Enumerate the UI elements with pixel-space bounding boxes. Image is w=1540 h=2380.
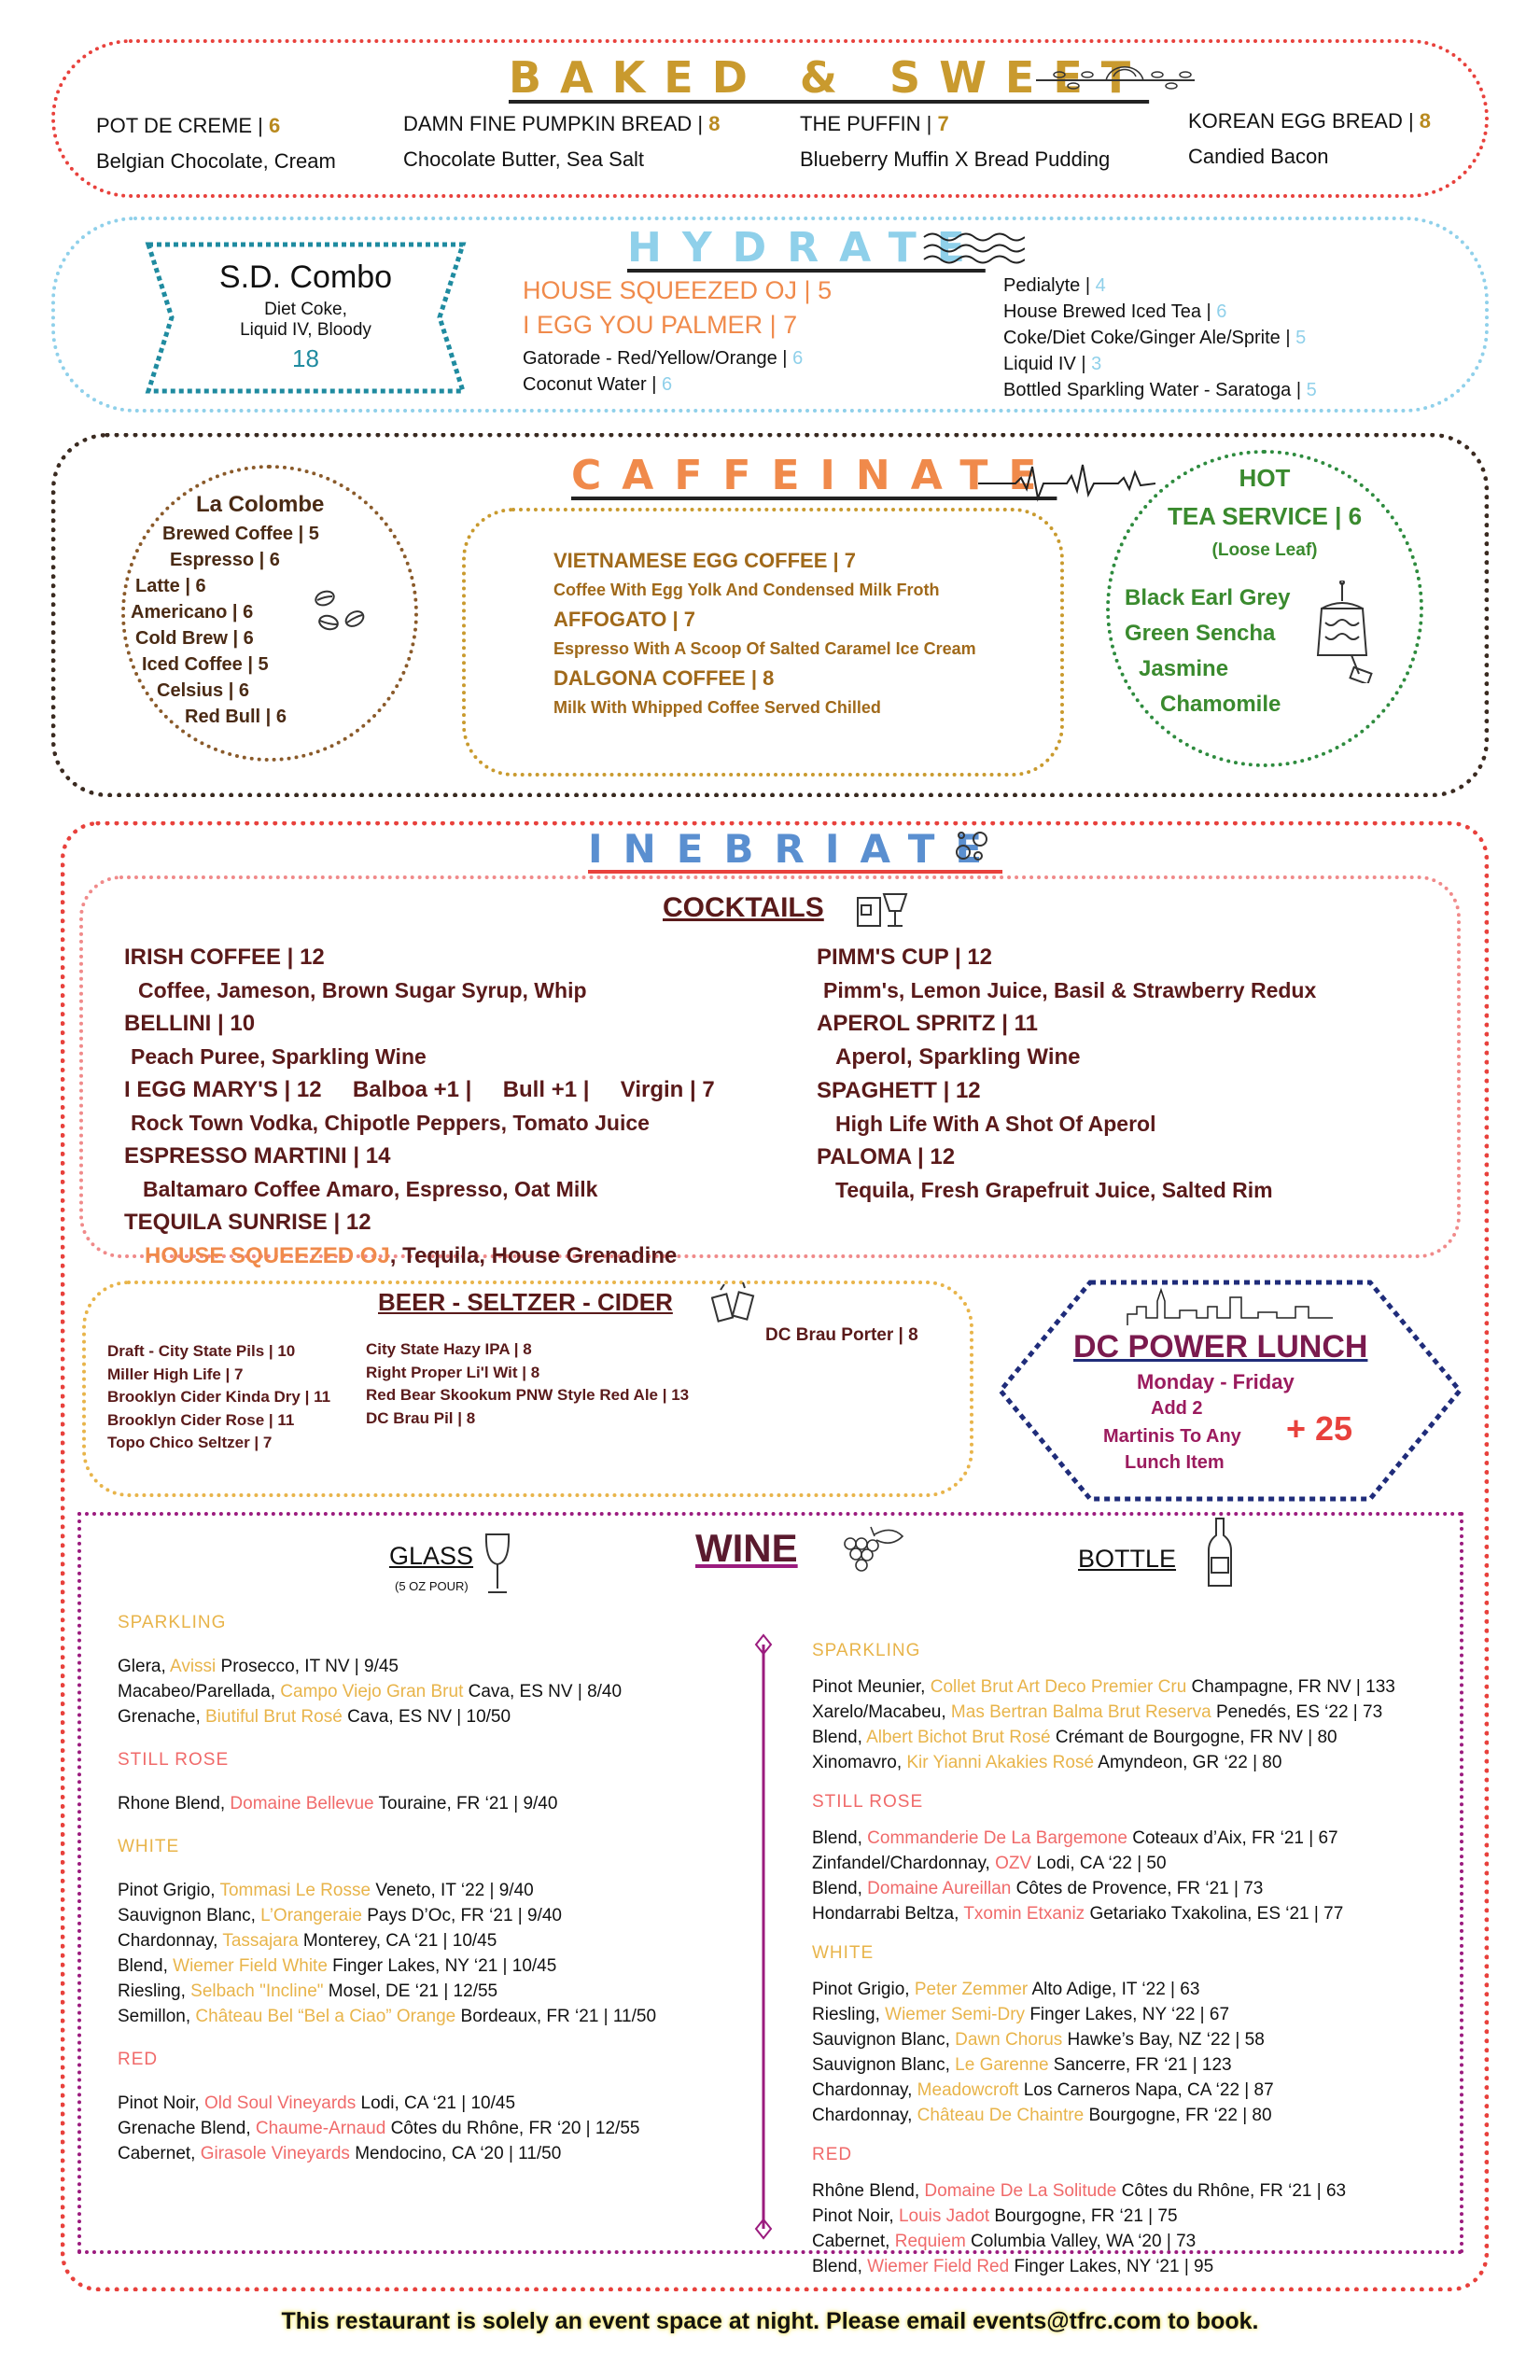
wine-producer: Peter Zemmer xyxy=(914,1980,1029,1999)
wine-varietal: Blend, xyxy=(812,2257,868,2276)
wine-producer: Tassajara xyxy=(222,1931,299,1951)
special-name: VIETNAMESE EGG COFFEE | 7 xyxy=(553,549,856,572)
wine-region-price: Côtes du Rhône, FR ‘20 | 12/55 xyxy=(385,2119,640,2138)
wine-producer: Kir Yianni Akakies Rosé xyxy=(906,1753,1095,1772)
item-name: KOREAN EGG BREAD xyxy=(1188,109,1403,133)
list-item: Coke/Diet Coke/Ginger Ale/Sprite | 5 xyxy=(1003,328,1307,348)
wine-varietal: Grenache, xyxy=(118,1707,205,1727)
cocktail-name: BELLINI | 10 xyxy=(124,1011,256,1036)
wine-varietal: Pinot Meunier, xyxy=(812,1677,931,1697)
wine-varietal: Chardonnay, xyxy=(812,2106,917,2125)
cocktail-desc: Rock Town Vodka, Chipotle Peppers, Tomato Juice xyxy=(131,1111,650,1135)
wine-varietal: Pinot Noir, xyxy=(118,2093,204,2113)
wine-producer: Domaine De La Solitude xyxy=(924,2181,1117,2201)
waves-icon xyxy=(922,230,1025,269)
wine-category: RED xyxy=(812,2145,853,2164)
cocktail-glasses-icon xyxy=(854,885,910,931)
special-name: AFFOGATO | 7 xyxy=(553,608,696,631)
wine-varietal: Rhone Blend, xyxy=(118,1794,231,1813)
baked-item-4: KOREAN EGG BREAD | 8 Candied Bacon xyxy=(1188,109,1432,168)
wine-row xyxy=(118,2116,656,2141)
wine-row xyxy=(118,1654,656,1679)
wine-region-price: Mosel, DE ‘21 | 12/55 xyxy=(323,1981,498,2001)
wine-category: SPARKLING xyxy=(812,1641,921,1660)
wine-row xyxy=(118,1679,656,1704)
wine-producer: Wiemer Semi-Dry xyxy=(885,2005,1026,2024)
cocktail-name: TEQUILA SUNRISE | 12 xyxy=(124,1210,371,1235)
wine-row xyxy=(812,1876,1395,1901)
combo-line-1: Diet Coke, xyxy=(264,300,347,319)
wine-row xyxy=(812,2002,1395,2027)
wine-row xyxy=(812,2229,1395,2254)
wine-varietal: Glera, xyxy=(118,1657,170,1676)
item-name: POT DE CREME xyxy=(96,114,253,137)
list-item: Bottled Sparkling Water - Saratoga | 5 xyxy=(1003,380,1317,400)
wine-producer: Château De Chaintre xyxy=(917,2106,1085,2125)
wine-category: STILL ROSE xyxy=(118,1750,230,1770)
wine-producer: Albert Bichot Brut Rosé xyxy=(866,1728,1051,1747)
colombe-list xyxy=(131,521,319,730)
wine-varietal: Xarelo/Macabeu, xyxy=(812,1702,951,1722)
wine-row xyxy=(812,2254,1395,2279)
tea-service: TEA SERVICE | 6 xyxy=(1167,502,1363,530)
wine-producer: Collet Brut Art Deco Premier Cru xyxy=(930,1677,1187,1697)
wine-producer: Meadowcroft xyxy=(917,2080,1019,2100)
power-lunch-price: + 25 xyxy=(1286,1409,1353,1448)
wine-row xyxy=(118,1903,656,1928)
beer-col-3: DC Brau Porter | 8 xyxy=(765,1325,918,1345)
wine-bottle-list xyxy=(812,1641,1395,2279)
item-price: 7 xyxy=(937,112,949,135)
wine-glass-note: (5 OZ POUR) xyxy=(395,1579,469,1593)
wine-region-price: Pays D’Oc, FR ‘21 | 9/40 xyxy=(361,1906,562,1925)
wine-category: SPARKLING xyxy=(118,1613,227,1632)
wine-region-price: Cava, ES NV | 8/40 xyxy=(463,1682,623,1701)
power-lunch-line-2: Add 2 xyxy=(1151,1398,1203,1419)
wine-producer: Tommasi Le Rosse xyxy=(219,1881,371,1900)
cocktail-name: PALOMA | 12 xyxy=(817,1144,956,1169)
wine-varietal: Chardonnay, xyxy=(812,2080,917,2100)
wine-row xyxy=(812,2078,1395,2103)
item-price: 8 xyxy=(1419,109,1432,133)
wine-row xyxy=(812,2027,1395,2052)
wine-producer: Old Soul Vineyards xyxy=(203,2093,357,2113)
item-desc: Blueberry Muffin X Bread Pudding xyxy=(800,147,1111,171)
wine-title: WINE xyxy=(695,1526,798,1570)
cocktail-desc-line xyxy=(145,1243,715,1269)
wine-row xyxy=(118,1704,656,1729)
wine-region-price: Bourgogne, FR ‘21 | 75 xyxy=(989,2206,1178,2226)
wine-region-price: Veneto, IT ‘22 | 9/40 xyxy=(371,1881,534,1900)
wine-region-price: Sancerre, FR ‘21 | 123 xyxy=(1048,2055,1232,2075)
wine-row xyxy=(118,1979,656,2004)
wine-region-price: Crémant de Bourgogne, FR NV | 80 xyxy=(1050,1728,1337,1747)
list-item: Espresso | 6 xyxy=(170,550,280,570)
wine-varietal: Xinomavro, xyxy=(812,1753,907,1772)
hydrate-title: HYDRATE xyxy=(627,224,986,272)
cocktail-desc: Peach Puree, Sparkling Wine xyxy=(131,1044,427,1069)
beer-mugs-icon xyxy=(711,1281,758,1325)
wine-region-price: Prosecco, IT NV | 9/45 xyxy=(216,1657,399,1676)
wine-region-price: Columbia Valley, WA ‘20 | 73 xyxy=(965,2232,1197,2251)
wine-region-price: Champagne, FR NV | 133 xyxy=(1186,1677,1395,1697)
wine-region-price: Los Carneros Napa, CA ‘22 | 87 xyxy=(1018,2080,1274,2100)
cocktail-desc: Coffee, Jameson, Brown Sugar Syrup, Whip xyxy=(138,978,587,1002)
wine-row xyxy=(812,1901,1395,1926)
wine-varietal: Semillon, xyxy=(118,2007,196,2026)
cocktail-desc: Aperol, Sparkling Wine xyxy=(835,1044,1081,1070)
cocktail-name: PIMM'S CUP | 12 xyxy=(817,945,993,970)
list-item: Red Bear Skookum PNW Style Red Ale | 13 xyxy=(366,1386,690,1404)
wine-producer: Wiemer Field Red xyxy=(867,2257,1010,2276)
wine-producer: Girasole Vineyards xyxy=(200,2144,350,2163)
wine-category: RED xyxy=(118,2050,159,2069)
cocktails-right xyxy=(817,945,1316,1203)
wine-varietal: Pinot Grigio, xyxy=(812,1980,915,1999)
wine-producer: Louis Jadot xyxy=(898,2206,990,2226)
baked-item-1: POT DE CREME | 6 Belgian Chocolate, Cream xyxy=(96,114,336,173)
coffee-beans-icon xyxy=(308,583,373,639)
cocktail-name: ESPRESSO MARTINI | 14 xyxy=(124,1143,391,1169)
wine-row xyxy=(812,1826,1395,1851)
wine-region-price: Penedés, ES ‘22 | 73 xyxy=(1211,1702,1383,1722)
item-name: DAMN FINE PUMPKIN BREAD xyxy=(403,112,693,135)
item-price: 6 xyxy=(269,114,281,137)
wine-region-price: Finger Lakes, NY ‘21 | 10/45 xyxy=(327,1956,557,1976)
wine-category: WHITE xyxy=(118,1837,180,1856)
hydrate-right-list xyxy=(1003,273,1317,403)
wine-region-price: Monterey, CA ‘21 | 10/45 xyxy=(298,1931,497,1951)
baked-sweet-title: BAKED & SWEET xyxy=(509,52,1150,103)
power-lunch-line-4: Lunch Item xyxy=(1125,1452,1225,1473)
power-lunch-title: DC POWER LUNCH xyxy=(1073,1329,1368,1365)
wine-row xyxy=(118,1928,656,1953)
wine-producer: Biutiful Brut Rosé xyxy=(205,1707,343,1727)
wine-producer: Commanderie De La Bargemone xyxy=(867,1828,1127,1848)
beer-col-1 xyxy=(107,1340,330,1455)
wine-region-price: Finger Lakes, NY ‘22 | 67 xyxy=(1025,2005,1230,2024)
wine-row xyxy=(118,2091,656,2116)
wine-region-price: Finger Lakes, NY ‘21 | 95 xyxy=(1009,2257,1214,2276)
cocktails-title: COCKTAILS xyxy=(663,892,824,923)
list-item: Pedialyte | 4 xyxy=(1003,275,1106,296)
combo-title: S.D. Combo xyxy=(218,259,393,295)
wine-producer: Requiem xyxy=(894,2232,966,2251)
special-desc: Coffee With Egg Yolk And Condensed Milk Froth xyxy=(553,581,940,599)
wine-producer: Selbach "Incline" xyxy=(190,1981,324,2001)
item-price: 8 xyxy=(708,112,721,135)
wine-region-price: Lodi, CA ‘21 | 10/45 xyxy=(356,2093,516,2113)
wine-varietal: Blend, xyxy=(812,1828,868,1848)
wine-row xyxy=(812,1851,1395,1876)
grapes-icon xyxy=(833,1519,908,1585)
wine-varietal: Cabernet, xyxy=(812,2232,895,2251)
wine-varietal: Sauvignon Blanc, xyxy=(118,1906,261,1925)
list-item: Latte | 6 xyxy=(135,576,206,596)
tea-item: Green Sencha xyxy=(1125,621,1276,646)
list-item: Gatorade - Red/Yellow/Orange | 6 xyxy=(523,348,804,369)
list-item: Brooklyn Cider Kinda Dry | 11 xyxy=(107,1388,331,1406)
tea-item: Chamomile xyxy=(1160,692,1281,717)
cocktails-left xyxy=(124,945,715,1269)
list-item: Right Proper Li'l Wit | 8 xyxy=(366,1363,540,1381)
wine-producer: Avissi xyxy=(169,1657,217,1676)
wine-producer: Château Bel “Bel a Ciao” Orange xyxy=(195,2007,456,2026)
list-item: Celsius | 6 xyxy=(157,680,249,701)
wine-region-price: Coteaux d’Aix, FR ‘21 | 67 xyxy=(1127,1828,1338,1848)
list-item: DC Brau Pil | 8 xyxy=(366,1408,476,1427)
wine-region-price: Getariako Txakolina, ES ‘21 | 77 xyxy=(1085,1904,1344,1924)
list-item: Brooklyn Cider Rose | 11 xyxy=(107,1410,295,1429)
power-lunch-line-1: Monday - Friday xyxy=(1137,1370,1295,1393)
wine-region-price: Bourgogne, FR ‘22 | 80 xyxy=(1084,2106,1272,2125)
baked-item-3: THE PUFFIN | 7 Blueberry Muffin X Bread Pudding xyxy=(800,112,1111,171)
wine-producer: Dawn Chorus xyxy=(955,2030,1063,2050)
wine-row xyxy=(118,1791,656,1816)
cocktail-desc: , Tequila, House Grenadine xyxy=(389,1243,678,1268)
list-item: Americano | 6 xyxy=(131,602,254,623)
baked-item-2: DAMN FINE PUMPKIN BREAD | 8 Chocolate Butter, Sea Salt xyxy=(403,112,721,171)
wine-region-price: Mendocino, CA ‘20 | 11/50 xyxy=(349,2144,562,2163)
wine-row xyxy=(812,1750,1395,1775)
list-item: Cold Brew | 6 xyxy=(135,628,254,649)
wine-row xyxy=(118,2141,656,2166)
wine-varietal: Rhône Blend, xyxy=(812,2181,925,2201)
item-desc: Candied Bacon xyxy=(1188,145,1329,168)
wine-row xyxy=(812,2052,1395,2078)
wine-varietal: Sauvignon Blanc, xyxy=(812,2030,956,2050)
beer-col-2 xyxy=(366,1338,689,1430)
list-item: Miller High Life | 7 xyxy=(107,1365,244,1383)
wheat-icon xyxy=(1031,58,1199,95)
wine-varietal: Blend, xyxy=(812,1879,868,1898)
wine-varietal: Pinot Noir, xyxy=(812,2206,899,2226)
cocktail-desc: Baltamaro Coffee Amaro, Espresso, Oat Milk xyxy=(143,1177,598,1201)
cocktail-name: IRISH COFFEE | 12 xyxy=(124,945,325,970)
list-item: Draft - City State Pils | 10 xyxy=(107,1342,296,1360)
wine-producer: Campo Viejo Gran Brut xyxy=(280,1682,464,1701)
combo-line-2: Liquid IV, Bloody xyxy=(240,320,371,340)
wine-region-price: Côtes du Rhône, FR ‘21 | 63 xyxy=(1116,2181,1347,2201)
wine-varietal: Sauvignon Blanc, xyxy=(812,2055,956,2075)
wine-region-price: Touraine, FR ‘21 | 9/40 xyxy=(373,1794,558,1813)
tea-item: Jasmine xyxy=(1139,656,1229,681)
cocktail-name: APEROL SPRITZ | 11 xyxy=(817,1011,1038,1036)
wine-varietal: Zinfandel/Chardonnay, xyxy=(812,1854,996,1873)
bubbles-icon xyxy=(952,826,995,863)
wine-region-price: Lodi, CA ‘22 | 50 xyxy=(1031,1854,1167,1873)
coffee-specials xyxy=(553,549,976,718)
caffeinate-title: CAFFEINATE xyxy=(571,452,1057,499)
wine-producer: L’Orangeraie xyxy=(260,1906,362,1925)
wine-varietal: Riesling, xyxy=(118,1981,191,2001)
cocktail-name: SPAGHETT | 12 xyxy=(817,1078,981,1103)
wine-bottle-icon xyxy=(1206,1517,1234,1589)
power-lunch-line-3: Martinis To Any xyxy=(1103,1426,1241,1447)
beer-title: BEER - SELTZER - CIDER xyxy=(378,1288,673,1316)
wine-category: WHITE xyxy=(812,1943,875,1963)
wine-varietal: Chardonnay, xyxy=(118,1931,223,1951)
wine-row xyxy=(812,1977,1395,2002)
special-name: DALGONA COFFEE | 8 xyxy=(553,666,775,690)
wine-varietal: Blend, xyxy=(118,1956,174,1976)
cocktail-desc: High Life With A Shot Of Aperol xyxy=(835,1112,1156,1136)
wine-producer: Domaine Bellevue xyxy=(230,1794,374,1813)
list-item: House Brewed Iced Tea | 6 xyxy=(1003,301,1227,322)
list-item: Liquid IV | 3 xyxy=(1003,354,1102,374)
special-desc: Milk With Whipped Coffee Served Chilled xyxy=(553,698,881,717)
wine-bottle-label: BOTTLE xyxy=(1078,1545,1177,1573)
wine-producer: Txomin Etxaniz xyxy=(963,1904,1085,1924)
wine-producer: Domaine Aureillan xyxy=(867,1879,1012,1898)
hydrate-highlight xyxy=(523,276,832,340)
wine-region-price: Côtes de Provence, FR ‘21 | 73 xyxy=(1011,1879,1264,1898)
cocktail-name: I EGG MARY'S | 12 Balboa +1 | Bull +1 | Virgin | 7 xyxy=(124,1077,715,1102)
combo-block xyxy=(173,259,439,373)
wine-row xyxy=(812,1674,1395,1700)
wine-region-price: Amyndeon, GR ‘22 | 80 xyxy=(1094,1753,1282,1772)
item-desc: Belgian Chocolate, Cream xyxy=(96,149,336,173)
hydrate-left-list xyxy=(523,345,803,398)
wine-varietal: Grenache Blend, xyxy=(118,2119,256,2138)
list-item: Brewed Coffee | 5 xyxy=(162,524,319,544)
wine-region-price: Hawke’s Bay, NZ ‘22 | 58 xyxy=(1062,2030,1265,2050)
cocktail-desc: Tequila, Fresh Grapefruit Juice, Salted Rim xyxy=(835,1178,1273,1202)
wine-row xyxy=(812,2204,1395,2229)
wine-region-price: Cava, ES NV | 10/50 xyxy=(342,1707,511,1727)
list-item: Red Bull | 6 xyxy=(185,707,287,727)
wine-row xyxy=(812,2178,1395,2204)
wine-category: STILL ROSE xyxy=(812,1792,924,1812)
combo-price: 18 xyxy=(292,344,319,372)
list-item: Topo Chico Seltzer | 7 xyxy=(107,1434,273,1451)
wine-row xyxy=(812,1725,1395,1750)
wine-glass-icon xyxy=(483,1531,511,1596)
wine-varietal: Riesling, xyxy=(812,2005,886,2024)
inebriate-title: INEBRIATE xyxy=(588,826,1003,872)
wine-row xyxy=(812,2103,1395,2128)
wine-varietal: Macabeo/Parellada, xyxy=(118,1682,281,1701)
wine-glass-label: GLASS xyxy=(389,1542,474,1570)
tea-item: Black Earl Grey xyxy=(1125,585,1291,610)
wine-varietal: Hondarrabi Beltza, xyxy=(812,1904,964,1924)
list-item: City State Hazy IPA | 8 xyxy=(366,1340,532,1358)
wine-row xyxy=(118,2004,656,2029)
wine-region-price: Alto Adige, IT ‘22 | 63 xyxy=(1028,1980,1200,1999)
wine-row xyxy=(118,1878,656,1903)
item-desc: Chocolate Butter, Sea Salt xyxy=(403,147,645,171)
hydrate-hl-2: I EGG YOU PALMER | 7 xyxy=(523,311,798,339)
wine-producer: Mas Bertran Balma Brut Reserva xyxy=(950,1702,1211,1722)
special-desc: Espresso With A Scoop Of Salted Caramel Ice Cream xyxy=(553,639,976,658)
tea-hot: HOT xyxy=(1239,464,1291,492)
wine-divider xyxy=(754,1633,773,2240)
wine-producer: Le Garenne xyxy=(955,2055,1049,2075)
wine-row xyxy=(812,1700,1395,1725)
item-name: THE PUFFIN xyxy=(800,112,921,135)
wine-glass-list xyxy=(118,1613,656,2166)
list-item: Coconut Water | 6 xyxy=(523,374,673,395)
wine-producer: OZV xyxy=(995,1854,1032,1873)
footer-note: This restaurant is solely an event space at night. Please email events@tfrc.com to book. xyxy=(281,2308,1259,2334)
cocktail-desc-hl: HOUSE SQUEEZED OJ xyxy=(145,1243,390,1268)
wine-varietal: Cabernet, xyxy=(118,2144,201,2163)
wine-varietal: Blend, xyxy=(812,1728,867,1747)
wine-producer: Wiemer Field White xyxy=(173,1956,328,1976)
cocktail-desc: Pimm's, Lemon Juice, Basil & Strawberry Redux xyxy=(823,978,1317,1002)
wine-producer: Chaume-Arnaud xyxy=(255,2119,386,2138)
wine-row xyxy=(118,1953,656,1979)
wine-varietal: Pinot Grigio, xyxy=(118,1881,220,1900)
tea-loose-leaf: (Loose Leaf) xyxy=(1211,540,1318,560)
list-item: Iced Coffee | 5 xyxy=(142,654,269,675)
hydrate-hl-1: HOUSE SQUEEZED OJ | 5 xyxy=(523,276,833,304)
wine-region-price: Bordeaux, FR ‘21 | 11/50 xyxy=(455,2007,657,2026)
tea-bag-icon xyxy=(1305,581,1379,683)
colombe-title: La Colombe xyxy=(196,492,325,517)
